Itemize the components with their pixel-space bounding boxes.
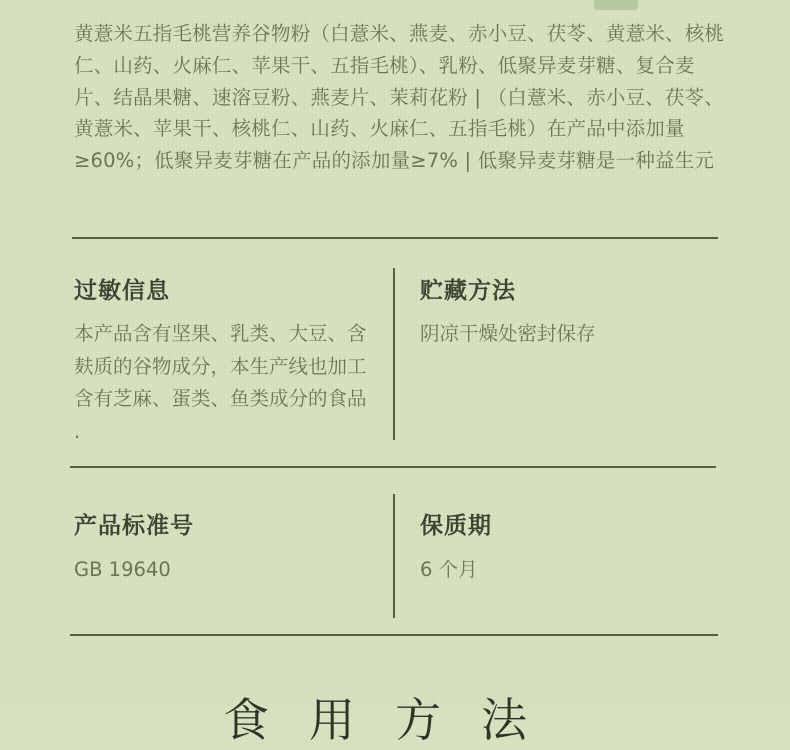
standard-heading: 产品标准号 <box>74 513 194 539</box>
column-divider <box>393 268 395 440</box>
section-title-cropped: 食用方法 <box>223 693 567 747</box>
allergy-text: 本产品含有坚果、乳类、大豆、含麸质的谷物成分，本生产线也加工含有芝麻、蛋类、鱼类成分的食品 . <box>74 322 367 443</box>
column-divider <box>393 494 395 618</box>
shelf-life-heading: 保质期 <box>420 513 492 539</box>
storage-text: 阴凉干燥处密封保存 <box>420 322 596 345</box>
divider-rule <box>70 466 716 468</box>
storage-heading: 贮藏方法 <box>420 278 516 304</box>
allergy-heading: 过敏信息 <box>74 278 170 304</box>
shelf-life-text: 6 个月 <box>420 558 478 581</box>
divider-rule <box>72 237 718 239</box>
top-accent-tab <box>594 0 638 10</box>
divider-rule <box>70 634 718 636</box>
standard-text: GB 19640 <box>74 558 171 581</box>
ingredients-text: 黄薏米五指毛桃营养谷物粉（白薏米、燕麦、赤小豆、茯苓、黄薏米、核桃仁、山药、火麻仁、苹果干、五指毛桃）、乳粉、低聚异麦芽糖、复合麦片、结晶果糖、速溶豆粉、燕麦片、茉莉花粉 | （白薏米、赤小豆、茯苓、黄薏米、苹果干、核桃仁、山药、火麻仁、五指毛桃）在产品中添加量≥60%；低聚异麦芽糖在产品的添加量≥7% | 低聚异麦芽糖是一种益生元 <box>74 22 725 173</box>
